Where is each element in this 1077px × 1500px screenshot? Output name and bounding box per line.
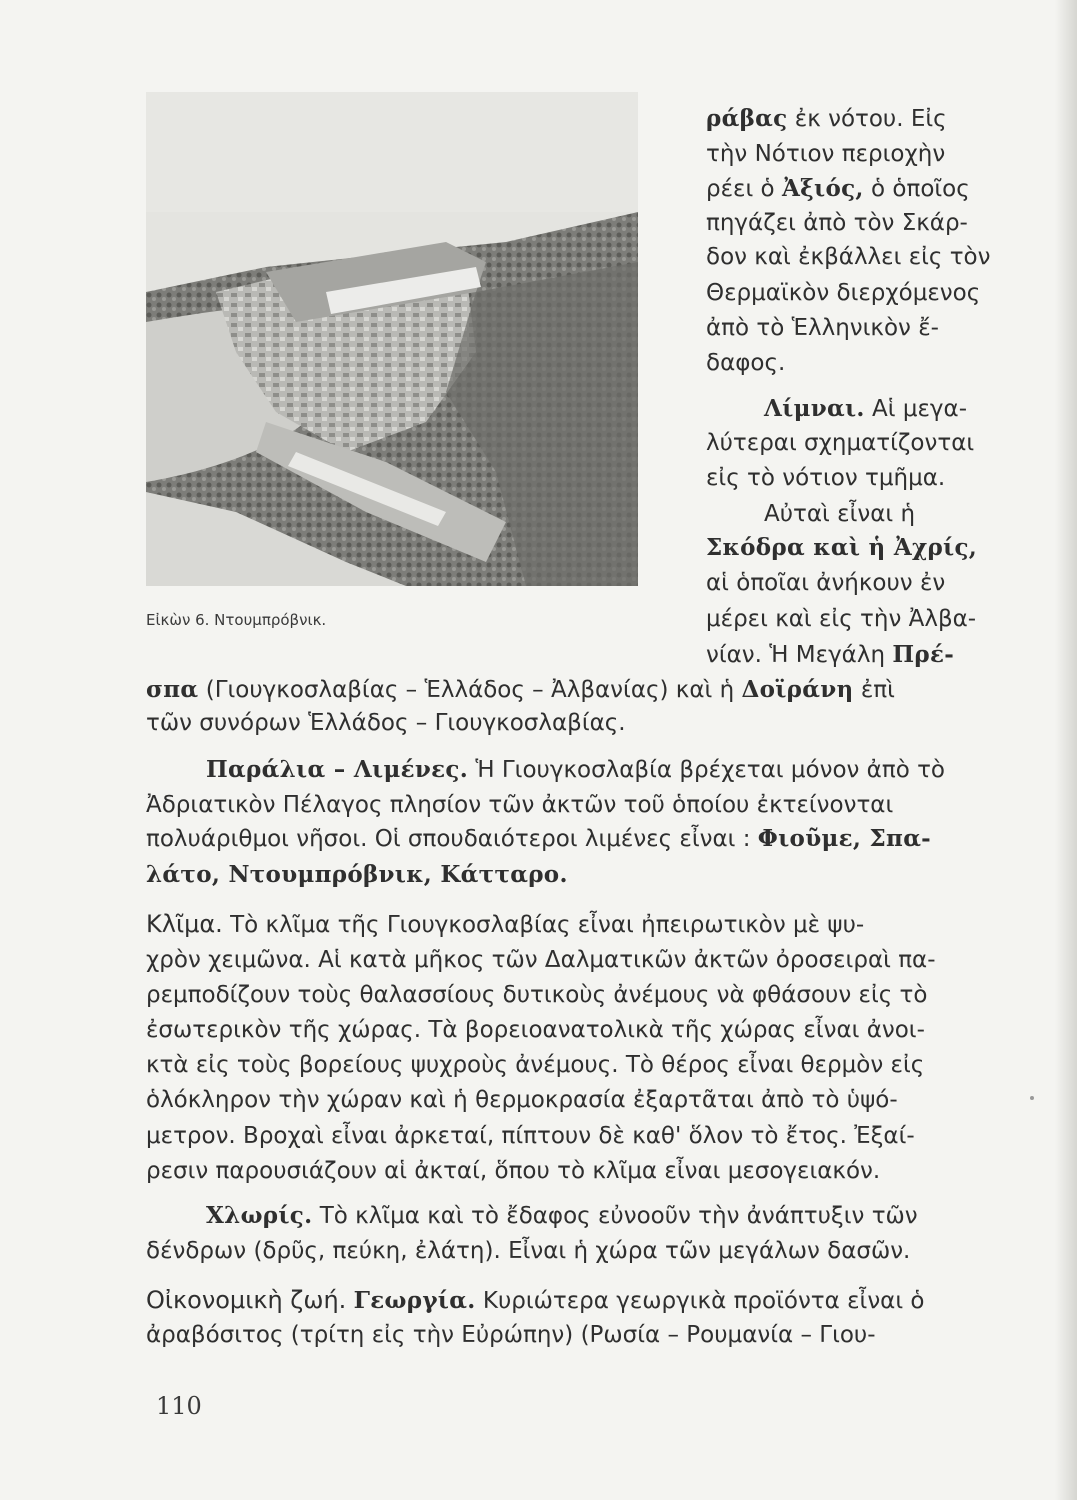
text-line — [706, 139, 990, 169]
text-line — [146, 980, 990, 1010]
text-span: πολυάριθμοι νῆσοι. Οἱ σπουδαιότεροι λιμένες εἶναι : — [146, 826, 758, 852]
text-span: (Γιουγκοσλαβίας – Ἑλλάδος – Ἀλβανίας) καὶ ἡ — [198, 677, 742, 703]
text-line — [706, 208, 990, 238]
bold-term: Γεωργία. — [353, 1287, 476, 1314]
text-line — [146, 1121, 990, 1151]
dubrovnik-photo — [146, 92, 638, 586]
page-edge-shadow — [1055, 0, 1077, 1500]
text-span: ἀραβόσιτος (τρίτη εἰς τὴν Εὐρώπην) (Ρωσία – Ρουμανία – Γιου- — [146, 1322, 876, 1348]
text-span: δένδρων (δρῦς, πεύκη, ἐλάτη). Εἶναι ἡ χώρα τῶν μεγάλων δασῶν. — [146, 1238, 911, 1264]
text-span: Θερμαϊκὸν διερχόμενος — [706, 280, 981, 306]
text-span: ἐκ νότου. Εἰς — [787, 106, 947, 132]
text-line — [706, 640, 990, 670]
text-span: Αἱ μεγα- — [864, 396, 967, 422]
text-span: ρεμποδίζουν τοὺς θαλασσίους δυτικοὺς ἀνέμους νὰ φθάσουν εἰς τὸ — [146, 982, 928, 1008]
bold-term: ράβας — [706, 105, 788, 132]
text-line — [146, 824, 990, 854]
text-line — [146, 909, 990, 940]
text-line — [206, 1201, 1050, 1231]
text-line — [146, 675, 990, 705]
text-line — [706, 568, 990, 598]
text-line — [706, 313, 990, 343]
text-span: Κλῖμα. — [146, 910, 223, 938]
text-span: Τὸ κλῖμα καὶ τὸ ἔδαφος εὐνοοῦν τὴν ἀνάπτυξιν τῶν — [312, 1203, 918, 1229]
text-span: Αὐταὶ εἶναι ἡ — [764, 501, 916, 527]
text-span: δον καὶ ἐκβάλλει εἰς τὸν — [706, 244, 991, 270]
text-span: ἐσωτερικὸν τῆς χώρας. Τὰ βορειοανατολικὰ τῆς χώρας εἶναι ἀνοι- — [146, 1017, 925, 1043]
text-line — [146, 1285, 990, 1316]
text-span: αἱ ὁποῖαι ἀνήκουν ἐν — [706, 570, 946, 596]
figure-caption: Εἰκὼν 6. Ντουμπρόβνικ. — [146, 611, 327, 629]
text-line — [706, 463, 990, 493]
text-span: κτὰ εἰς τοὺς βορείους ψυχροὺς ἀνέμους. Τὸ θέρος εἶναι θερμὸν εἰς — [146, 1052, 925, 1078]
text-line — [146, 1050, 990, 1080]
text-span: ὁλόκληρον τὴν χώραν καὶ ἡ θερμοκρασία ἐξαρτᾶται ἀπὸ τὸ ὑψό- — [146, 1087, 898, 1113]
text-span: Τὸ κλῖμα τῆς Γιουγκοσλαβίας εἶναι ἠπειρωτικὸν μὲ ψυ- — [222, 912, 865, 938]
text-span: τῶν συνόρων Ἑλλάδος – Γιουγκοσλαβίας. — [146, 710, 626, 736]
text-line — [706, 533, 990, 563]
text-span: ρέει ὁ — [706, 176, 782, 202]
text-span: τὴν Νότιον περιοχὴν — [706, 141, 946, 167]
bold-term: Παράλια – Λιμένες. — [206, 756, 469, 783]
print-speck — [1030, 1096, 1034, 1100]
text-span: Ἀδριατικὸν Πέλαγος πλησίον τῶν ἀκτῶν τοῦ ὁποίου ἐκτείνονται — [146, 792, 894, 818]
text-span: νίαν. Ἡ Μεγάλη — [706, 642, 893, 668]
text-span: Ἡ Γιουγκοσλαβία βρέχεται μόνον ἀπὸ τὸ — [468, 757, 945, 783]
bold-term: σπα — [146, 676, 199, 703]
text-line — [706, 428, 990, 458]
text-span: ἐπὶ — [853, 677, 895, 703]
text-line — [706, 174, 990, 204]
text-span: δαφος. — [706, 350, 786, 376]
text-span: χρὸν χειμῶνα. Αἱ κατὰ μῆκος τῶν Δαλματικῶν ἀκτῶν ὀροσειραὶ πα- — [146, 947, 936, 973]
text-line — [764, 499, 1048, 529]
bold-term: Χλωρίς. — [206, 1202, 313, 1229]
bold-term: Λίμναι. — [764, 395, 865, 422]
page-number: 110 — [156, 1392, 202, 1420]
text-line — [146, 708, 990, 738]
text-span: εἰς τὸ νότιον τμῆμα. — [706, 465, 946, 491]
text-line — [146, 1015, 990, 1045]
text-span: πηγάζει ἀπὸ τὸν Σκάρ- — [706, 210, 968, 236]
bold-term: λάτο, Ντουμπρόβνικ, Κάτταρο. — [146, 861, 568, 888]
bold-term: Φιοῦμε, Σπα- — [757, 825, 932, 852]
text-line — [146, 860, 990, 890]
text-line — [146, 1320, 990, 1350]
text-line — [146, 945, 990, 975]
text-line — [206, 755, 1050, 785]
text-line — [146, 1085, 990, 1115]
text-line — [706, 604, 990, 634]
text-span: μετρον. Βροχαὶ εἶναι ἀρκεταί, πίπτουν δὲ καθ' ὅλον τὸ ἔτος. Ἐξαί- — [146, 1123, 915, 1149]
text-span: ρεσιν παρουσιάζουν αἱ ἀκταί, ὅπου τὸ κλῖμα εἶναι μεσογειακόν. — [146, 1158, 881, 1184]
bold-term: Σκόδρα καὶ ἡ Ἀχρίς, — [706, 534, 978, 561]
text-line — [146, 1156, 990, 1186]
text-span: ἀπὸ τὸ Ἑλληνικὸν ἔ- — [706, 315, 939, 341]
text-span: Οἰκονομικὴ ζωή. — [146, 1286, 347, 1314]
text-line — [146, 790, 990, 820]
text-span: Κυριώτερα γεωργικὰ προϊόντα εἶναι ὁ — [475, 1288, 925, 1314]
bold-term: Πρέ- — [892, 641, 955, 668]
text-span: λύτεραι σχηματίζονται — [706, 430, 975, 456]
text-line — [706, 104, 990, 134]
text-span: μέρει καὶ εἰς τὴν Ἀλβα- — [706, 606, 977, 632]
text-line — [146, 1236, 990, 1266]
text-span — [346, 1288, 353, 1314]
text-line — [706, 242, 990, 272]
bold-term: Δοϊράνη — [741, 676, 854, 703]
bold-term: Ἀξιός, — [781, 175, 864, 202]
text-line — [706, 348, 990, 378]
text-line — [764, 394, 1048, 424]
text-line — [706, 278, 990, 308]
text-span: ὁ ὁποῖος — [863, 176, 970, 202]
